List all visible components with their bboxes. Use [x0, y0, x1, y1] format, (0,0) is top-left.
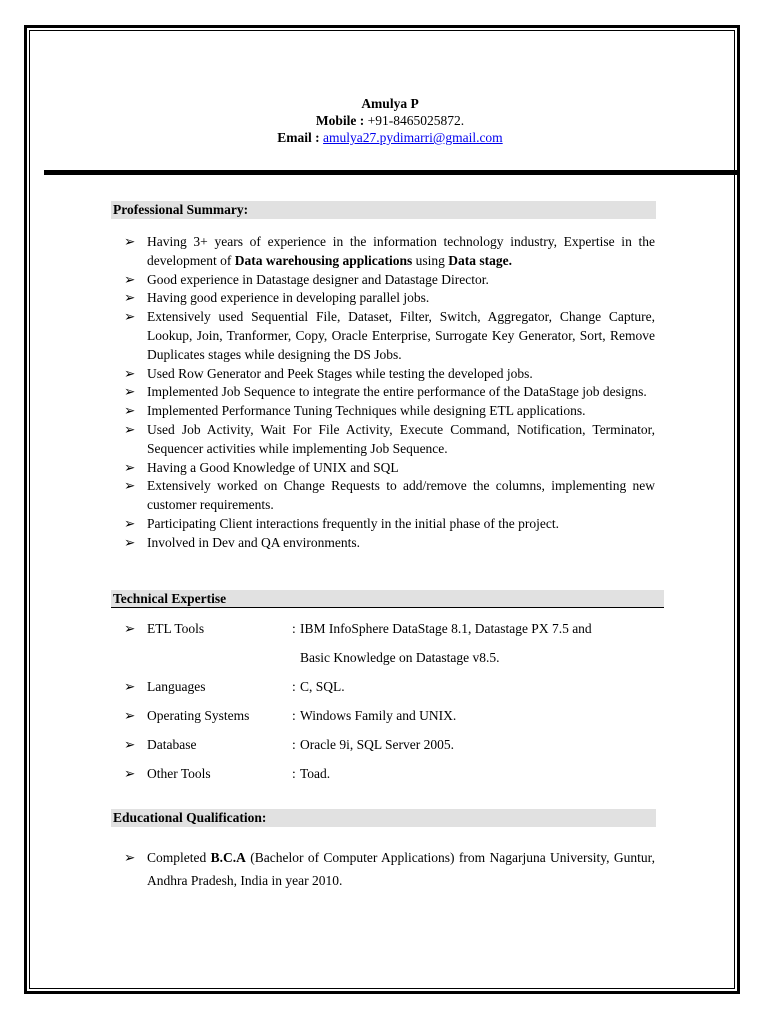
- contact-header: [0, 95, 768, 146]
- tech-row: [124, 675, 664, 704]
- item-text: Implemented Performance Tuning Techniques while designing ETL applications.: [147, 403, 586, 419]
- bold-text: B.C.A: [210, 850, 246, 865]
- mobile-label: Mobile :: [315, 113, 365, 128]
- arrow-bullet-icon: ➢: [124, 850, 136, 865]
- header-divider: [44, 170, 738, 175]
- mobile-line: [0, 112, 768, 129]
- list-item: [124, 402, 655, 421]
- tech-row: [124, 646, 664, 675]
- list-item: [124, 365, 655, 384]
- item-text: Having a Good Knowledge of UNIX and SQL: [147, 459, 399, 475]
- email-link[interactable]: amulya27.pydimarri@gmail.com: [323, 130, 503, 145]
- tech-value: Windows Family and UNIX.: [300, 708, 457, 723]
- tech-value: C, SQL.: [300, 679, 345, 694]
- email-label: Email :: [277, 130, 320, 145]
- list-item: [124, 421, 655, 459]
- item-text: Participating Client interactions frequently in the initial phase of the project.: [147, 515, 560, 531]
- arrow-bullet-icon: ➢: [124, 515, 136, 531]
- bold-text: Data stage.: [448, 252, 513, 268]
- arrow-bullet-icon: ➢: [124, 234, 136, 249]
- educational-qualification-list: [124, 847, 655, 892]
- item-text: using: [412, 252, 449, 268]
- arrow-bullet-icon: ➢: [124, 384, 136, 400]
- list-item: [124, 847, 655, 892]
- list-item: [124, 515, 655, 534]
- item-text: Extensively worked on Change Requests to add/remove the columns, implementing new customer requirements.: [147, 478, 655, 513]
- arrow-bullet-icon: ➢: [124, 679, 136, 694]
- arrow-bullet-icon: ➢: [124, 534, 136, 550]
- tech-value: IBM InfoSphere DataStage 8.1, Datastage PX 7.5 and: [300, 621, 592, 636]
- item-text: Used Row Generator and Peek Stages while testing the developed jobs.: [147, 365, 533, 381]
- list-item: [124, 233, 655, 271]
- item-text: Extensively used Sequential File, Dataset, Filter, Switch, Aggregator, Change Capture, Lookup, Join, Tranformer, Copy, Oracle Enterprise, Surrogate Key Generator, Sort, Remove Duplicates stages while designing the DS Jobs.: [147, 309, 655, 362]
- item-text: Having good experience in developing parallel jobs.: [147, 290, 430, 306]
- technical-expertise-heading: Technical Expertise: [111, 590, 664, 608]
- tech-colon: :: [292, 621, 296, 636]
- professional-summary-heading: Professional Summary:: [111, 201, 656, 219]
- tech-label: ETL Tools: [147, 621, 205, 636]
- arrow-bullet-icon: ➢: [124, 708, 136, 723]
- tech-label: Other Tools: [147, 766, 211, 781]
- tech-colon: :: [292, 708, 296, 723]
- item-text: Involved in Dev and QA environments.: [147, 534, 360, 550]
- item-text: Used Job Activity, Wait For File Activity, Execute Command, Notification, Terminator, Sequencer activities while implementing Job Sequence.: [147, 421, 655, 456]
- educational-qualification-heading: Educational Qualification:: [111, 809, 656, 827]
- tech-colon: :: [292, 766, 296, 781]
- tech-row: [124, 733, 664, 762]
- list-item: [124, 289, 655, 308]
- bold-text: Data warehousing applications: [234, 252, 413, 268]
- arrow-bullet-icon: ➢: [124, 737, 136, 752]
- arrow-bullet-icon: ➢: [124, 365, 136, 381]
- list-item: [124, 477, 655, 515]
- email-line: [0, 129, 768, 146]
- arrow-bullet-icon: ➢: [124, 290, 136, 306]
- list-item: [124, 534, 655, 553]
- tech-label: Database: [147, 737, 197, 752]
- list-item: [124, 383, 655, 402]
- tech-value: Toad.: [300, 766, 331, 781]
- arrow-bullet-icon: ➢: [124, 459, 136, 475]
- arrow-bullet-icon: ➢: [124, 309, 136, 325]
- tech-value: Basic Knowledge on Datastage v8.5.: [300, 650, 500, 665]
- tech-row: [124, 762, 664, 791]
- list-item: [124, 271, 655, 290]
- tech-colon: :: [292, 679, 296, 694]
- tech-colon: :: [292, 737, 296, 752]
- list-item: [124, 459, 655, 478]
- tech-value: Oracle 9i, SQL Server 2005.: [300, 737, 454, 752]
- mobile-value: +91-8465025872.: [364, 113, 465, 128]
- professional-summary-list: [124, 233, 655, 553]
- tech-label: Languages: [147, 679, 206, 694]
- item-text: (Bachelor of Computer Applications) from Nagarjuna University, Guntur, Andhra Pradesh, India in year 2010.: [147, 850, 655, 888]
- item-text: Good experience in Datastage designer and Datastage Director.: [147, 271, 489, 287]
- arrow-bullet-icon: ➢: [124, 478, 136, 494]
- arrow-bullet-icon: ➢: [124, 271, 136, 287]
- technical-expertise-list: [124, 617, 664, 791]
- item-text: Having 3+ years of experience in the information technology industry, Expertise in the development of: [147, 234, 655, 268]
- arrow-bullet-icon: ➢: [124, 403, 136, 419]
- item-text: Completed: [147, 850, 211, 865]
- list-item: [124, 308, 655, 364]
- arrow-bullet-icon: ➢: [124, 766, 136, 781]
- item-text: Implemented Job Sequence to integrate the entire performance of the DataStage job designs.: [147, 384, 647, 400]
- tech-label: Operating Systems: [147, 708, 250, 723]
- arrow-bullet-icon: ➢: [124, 421, 136, 437]
- candidate-name: Amulya P: [361, 96, 419, 111]
- tech-row: [124, 704, 664, 733]
- tech-row: [124, 617, 664, 646]
- arrow-bullet-icon: ➢: [124, 621, 136, 636]
